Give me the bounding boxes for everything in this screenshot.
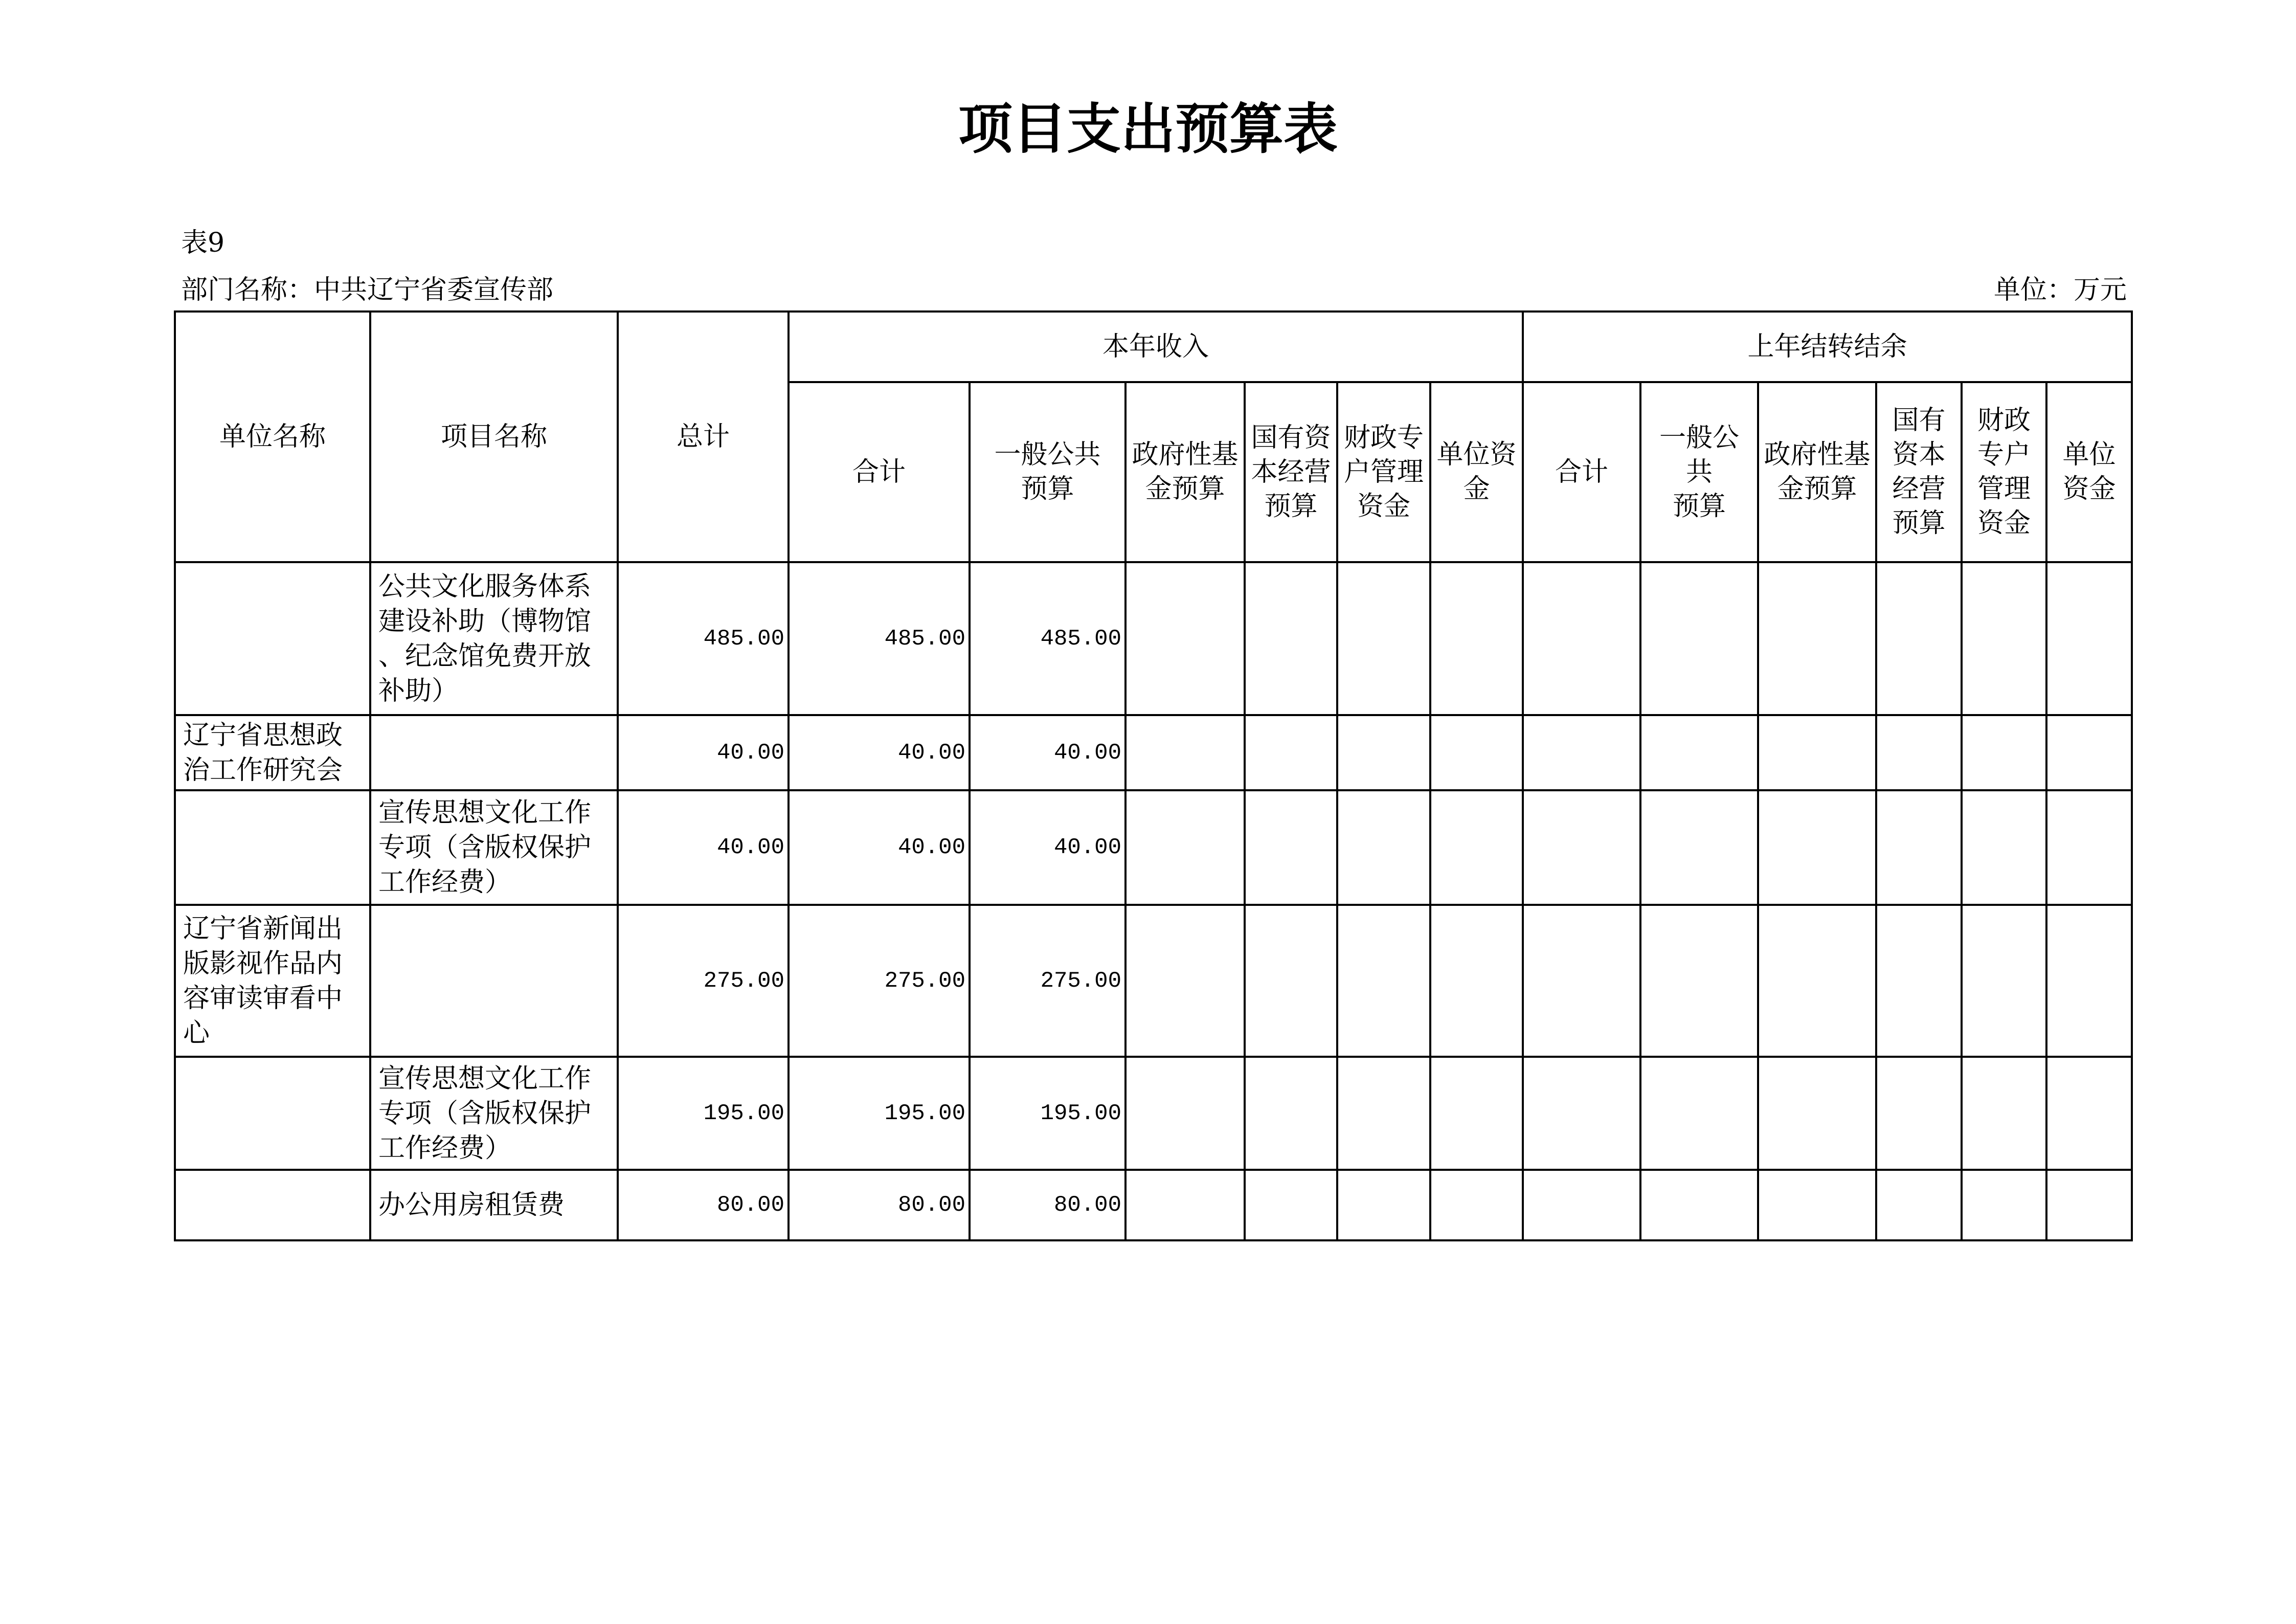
header-current-year-income: 本年收入 xyxy=(789,312,1523,382)
table-row xyxy=(175,715,2132,790)
table-row xyxy=(175,905,2132,1057)
cy-gov-fund-cell xyxy=(1126,1057,1245,1170)
header-project-name: 项目名称 xyxy=(370,312,618,562)
py-gov-fund-cell xyxy=(1758,715,1876,790)
py-state-capital-cell xyxy=(1876,790,1962,905)
unit-name-cell: 辽宁省新闻出版影视作品内容审读审看中心 xyxy=(175,905,370,1057)
cy-fiscal-special-cell xyxy=(1337,905,1430,1057)
total-cell: 275.00 xyxy=(618,905,789,1057)
currency-unit: 单位：万元 xyxy=(1993,275,2127,305)
unit-name-cell xyxy=(175,1057,370,1170)
header-total: 总计 xyxy=(618,312,789,562)
cy-fiscal-special-cell xyxy=(1337,790,1430,905)
py-fiscal-special-cell xyxy=(1962,715,2046,790)
header-py-gov-fund: 政府性基金预算 xyxy=(1758,382,1876,562)
cy-unit-funds-cell xyxy=(1430,790,1523,905)
py-total-cell xyxy=(1523,715,1640,790)
cy-unit-funds-cell xyxy=(1430,905,1523,1057)
py-state-capital-cell xyxy=(1876,715,1962,790)
project-name-cell: 办公用房租赁费 xyxy=(370,1170,618,1240)
py-fiscal-special-cell xyxy=(1962,1057,2046,1170)
py-unit-funds-cell xyxy=(2046,1057,2132,1170)
cy-state-capital-cell xyxy=(1245,562,1337,715)
header-py-state-capital: 国有资本经营预算 xyxy=(1876,382,1962,562)
py-general-budget-cell xyxy=(1640,905,1758,1057)
py-unit-funds-cell xyxy=(2046,905,2132,1057)
unit-name-cell: 辽宁省思想政治工作研究会 xyxy=(175,715,370,790)
cy-state-capital-cell xyxy=(1245,790,1337,905)
cy-general-budget-cell: 40.00 xyxy=(970,715,1126,790)
header-cy-total: 合计 xyxy=(789,382,970,562)
header-prior-year-carryover: 上年结转结余 xyxy=(1523,312,2132,382)
py-general-budget-cell xyxy=(1640,562,1758,715)
cy-state-capital-cell xyxy=(1245,1057,1337,1170)
cy-gov-fund-cell xyxy=(1126,905,1245,1057)
py-gov-fund-cell xyxy=(1758,1170,1876,1240)
py-general-budget-cell xyxy=(1640,1057,1758,1170)
cy-fiscal-special-cell xyxy=(1337,562,1430,715)
header-row-group xyxy=(175,312,2132,382)
table-row xyxy=(175,1170,2132,1240)
header-cy-state-capital: 国有资本经营预算 xyxy=(1245,382,1337,562)
cy-total-cell: 275.00 xyxy=(789,905,970,1057)
py-general-budget-cell xyxy=(1640,715,1758,790)
py-general-budget-cell xyxy=(1640,790,1758,905)
total-cell: 485.00 xyxy=(618,562,789,715)
py-gov-fund-cell xyxy=(1758,905,1876,1057)
cy-fiscal-special-cell xyxy=(1337,1170,1430,1240)
py-gov-fund-cell xyxy=(1758,562,1876,715)
header-cy-general-budget: 一般公共 预算 xyxy=(970,382,1126,562)
cy-general-budget-cell: 80.00 xyxy=(970,1170,1126,1240)
py-total-cell xyxy=(1523,790,1640,905)
project-name-cell xyxy=(370,905,618,1057)
header-unit-name: 单位名称 xyxy=(175,312,370,562)
cy-gov-fund-cell xyxy=(1126,790,1245,905)
py-unit-funds-cell xyxy=(2046,790,2132,905)
table-row xyxy=(175,790,2132,905)
header-py-fiscal-special: 财政专户管理资金 xyxy=(1962,382,2046,562)
py-total-cell xyxy=(1523,562,1640,715)
table-row xyxy=(175,562,2132,715)
header-py-general-budget: 一般公共 预算 xyxy=(1640,382,1758,562)
py-state-capital-cell xyxy=(1876,562,1962,715)
total-cell: 40.00 xyxy=(618,715,789,790)
cy-state-capital-cell xyxy=(1245,715,1337,790)
unit-name-cell xyxy=(175,790,370,905)
cy-state-capital-cell xyxy=(1245,905,1337,1057)
py-fiscal-special-cell xyxy=(1962,790,2046,905)
header-cy-fiscal-special: 财政专户管理资金 xyxy=(1337,382,1430,562)
project-name-cell: 公共文化服务体系建设补助（博物馆、纪念馆免费开放补助） xyxy=(370,562,618,715)
cy-total-cell: 80.00 xyxy=(789,1170,970,1240)
project-name-cell: 宣传思想文化工作专项（含版权保护工作经费） xyxy=(370,1057,618,1170)
py-total-cell xyxy=(1523,905,1640,1057)
cy-unit-funds-cell xyxy=(1430,562,1523,715)
py-gov-fund-cell xyxy=(1758,790,1876,905)
cy-fiscal-special-cell xyxy=(1337,715,1430,790)
table-row xyxy=(175,1057,2132,1170)
cy-general-budget-cell: 275.00 xyxy=(970,905,1126,1057)
py-state-capital-cell xyxy=(1876,1057,1962,1170)
cy-total-cell: 485.00 xyxy=(789,562,970,715)
page-title: 项目支出预算表 xyxy=(958,98,1338,161)
cy-general-budget-cell: 195.00 xyxy=(970,1057,1126,1170)
unit-name-cell xyxy=(175,1170,370,1240)
cy-general-budget-cell: 40.00 xyxy=(970,790,1126,905)
py-unit-funds-cell xyxy=(2046,1170,2132,1240)
cy-unit-funds-cell xyxy=(1430,1057,1523,1170)
cy-unit-funds-cell xyxy=(1430,715,1523,790)
department-name: 部门名称：中共辽宁省委宣传部 xyxy=(181,275,554,305)
cy-fiscal-special-cell xyxy=(1337,1057,1430,1170)
cy-gov-fund-cell xyxy=(1126,1170,1245,1240)
table-number: 表9 xyxy=(181,228,225,258)
header-cy-gov-fund: 政府性基金预算 xyxy=(1126,382,1245,562)
cy-unit-funds-cell xyxy=(1430,1170,1523,1240)
py-fiscal-special-cell xyxy=(1962,905,2046,1057)
project-expenditure-budget-table xyxy=(174,310,2133,1241)
py-fiscal-special-cell xyxy=(1962,1170,2046,1240)
py-state-capital-cell xyxy=(1876,1170,1962,1240)
cy-gov-fund-cell xyxy=(1126,562,1245,715)
cy-total-cell: 40.00 xyxy=(789,790,970,905)
py-unit-funds-cell xyxy=(2046,715,2132,790)
cy-total-cell: 195.00 xyxy=(789,1057,970,1170)
py-state-capital-cell xyxy=(1876,905,1962,1057)
header-cy-unit-funds: 单位资金 xyxy=(1430,382,1523,562)
header-py-unit-funds: 单位资金 xyxy=(2046,382,2132,562)
project-name-cell xyxy=(370,715,618,790)
total-cell: 80.00 xyxy=(618,1170,789,1240)
total-cell: 195.00 xyxy=(618,1057,789,1170)
unit-name-cell xyxy=(175,562,370,715)
py-fiscal-special-cell xyxy=(1962,562,2046,715)
py-unit-funds-cell xyxy=(2046,562,2132,715)
header-py-total: 合计 xyxy=(1523,382,1640,562)
cy-general-budget-cell: 485.00 xyxy=(970,562,1126,715)
cy-state-capital-cell xyxy=(1245,1170,1337,1240)
py-total-cell xyxy=(1523,1170,1640,1240)
cy-total-cell: 40.00 xyxy=(789,715,970,790)
total-cell: 40.00 xyxy=(618,790,789,905)
py-total-cell xyxy=(1523,1057,1640,1170)
project-name-cell: 宣传思想文化工作专项（含版权保护工作经费） xyxy=(370,790,618,905)
py-gov-fund-cell xyxy=(1758,1057,1876,1170)
py-general-budget-cell xyxy=(1640,1170,1758,1240)
cy-gov-fund-cell xyxy=(1126,715,1245,790)
